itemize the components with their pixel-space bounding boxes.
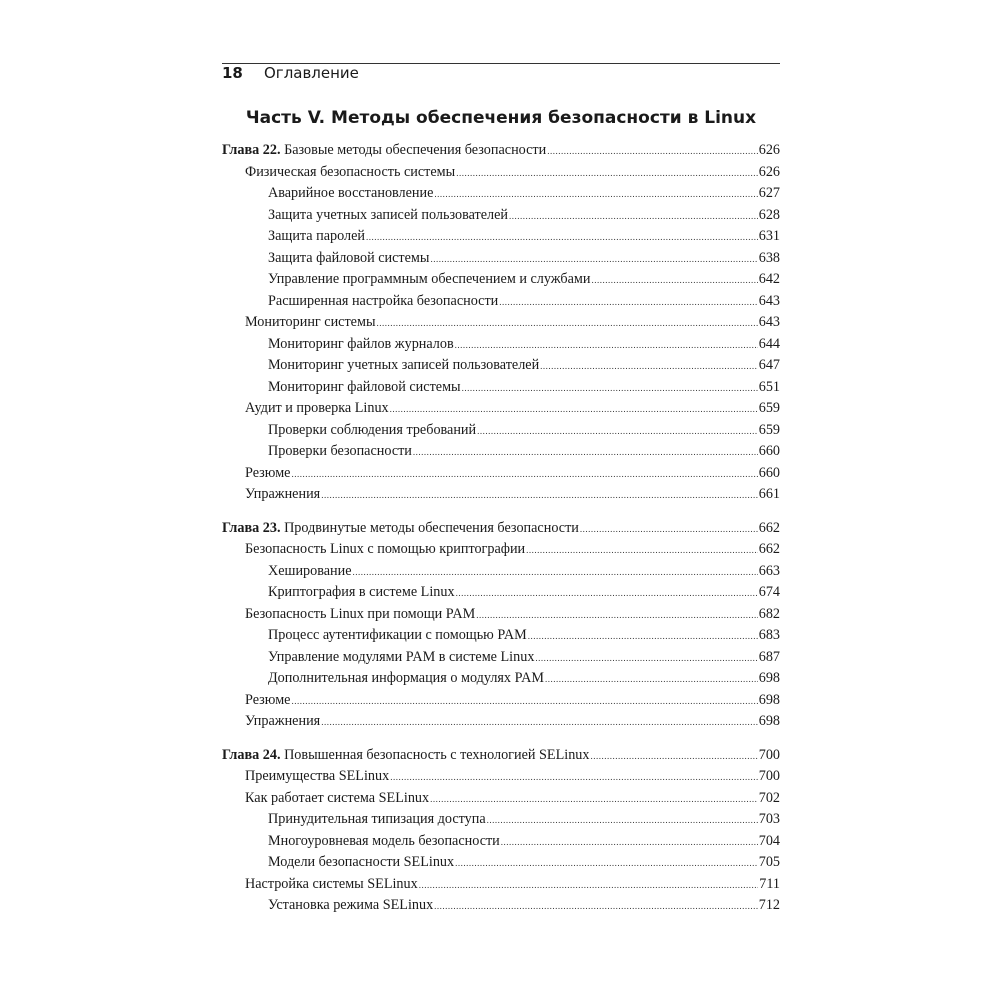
toc-chapter-label: [222, 140, 546, 162]
part-title: Часть V. Методы обеспечения безопасности в Linux: [245, 108, 757, 128]
toc-page-number: 712: [758, 897, 780, 913]
toc-entry-row[interactable]: [222, 766, 780, 788]
toc-dot-leader: [430, 248, 757, 270]
toc-page-number: 702: [758, 789, 780, 806]
toc-entry-label: Процесс аутентификации с помощью PAM: [268, 627, 527, 643]
toc-dot-leader: [476, 604, 757, 626]
toc-entry-label: Упражнения: [245, 486, 321, 502]
toc-entry-row[interactable]: [222, 183, 780, 205]
toc-entry-label: Криптография в системе Linux: [268, 584, 455, 600]
header-page-number: 18: [222, 64, 243, 82]
table-of-contents: [222, 140, 780, 917]
toc-dot-leader: [487, 809, 758, 831]
toc-dot-leader: [477, 420, 758, 442]
toc-entry-label: Аудит и проверка Linux: [245, 400, 389, 416]
toc-entry-row[interactable]: [222, 809, 780, 831]
toc-entry-label: Мониторинг учетных записей пользователей: [268, 357, 540, 373]
toc-entry-label: Настройка системы SELinux: [245, 875, 418, 892]
toc-page-number: 626: [758, 142, 780, 158]
toc-dot-leader: [321, 484, 758, 506]
toc-entry-label: Дополнительная информация о модулях PAM: [268, 670, 545, 686]
toc-dot-leader: [291, 690, 757, 712]
toc-chapter-label: [222, 745, 589, 767]
toc-entry-label: Проверки соблюдения требований: [268, 421, 477, 438]
toc-entry-row[interactable]: [222, 582, 780, 604]
toc-chapter-row[interactable]: [222, 518, 780, 540]
toc-entry-label: Модели безопасности SELinux: [268, 854, 455, 870]
toc-dot-leader: [434, 183, 757, 205]
toc-dot-leader: [528, 625, 758, 647]
toc-entry-row[interactable]: [222, 788, 780, 810]
toc-dot-leader: [455, 852, 758, 874]
toc-page-number: 628: [758, 206, 780, 223]
toc-entry-row[interactable]: [222, 561, 780, 583]
toc-entry-row[interactable]: [222, 484, 780, 506]
toc-entry-row[interactable]: [222, 248, 780, 270]
toc-dot-leader: [390, 398, 758, 420]
toc-entry-label: Резюме: [245, 464, 291, 481]
toc-chapter-label: [222, 518, 579, 540]
toc-dot-leader: [540, 355, 758, 377]
toc-dot-leader: [462, 377, 758, 399]
toc-entry-row[interactable]: [222, 420, 780, 442]
toc-entry-label: Безопасность Linux с помощью криптографии: [245, 541, 526, 557]
toc-page-number: 698: [758, 713, 780, 729]
toc-entry-row[interactable]: [222, 690, 780, 712]
toc-page-number: 700: [758, 746, 780, 763]
toc-entry-label: Аварийное восстановление: [268, 185, 434, 201]
toc-entry-row[interactable]: [222, 539, 780, 561]
toc-page-number: 662: [758, 541, 780, 557]
toc-entry-row[interactable]: [222, 831, 780, 853]
toc-page-number: 687: [758, 648, 780, 665]
toc-page-number: 663: [758, 562, 780, 579]
toc-dot-leader: [547, 140, 758, 162]
toc-entry-label: Установка режима SELinux: [268, 897, 434, 913]
toc-entry-row[interactable]: [222, 269, 780, 291]
toc-entry-row[interactable]: [222, 312, 780, 334]
toc-entry-label: Управление модулями PAM в системе Linux: [268, 648, 535, 665]
toc-entry-row[interactable]: [222, 441, 780, 463]
toc-dot-leader: [545, 668, 758, 690]
toc-entry-label: Безопасность Linux при помощи PAM: [245, 605, 476, 622]
toc-entry-row[interactable]: [222, 874, 780, 896]
toc-page-number: 711: [759, 875, 780, 892]
toc-entry-row[interactable]: [222, 355, 780, 377]
toc-entry-row[interactable]: [222, 205, 780, 227]
toc-page-number: 642: [758, 271, 780, 287]
toc-entry-row[interactable]: [222, 711, 780, 733]
toc-page-number: 683: [758, 627, 780, 643]
toc-chapter-row[interactable]: [222, 140, 780, 162]
toc-chapter-row[interactable]: [222, 745, 780, 767]
toc-page-number: 638: [758, 249, 780, 266]
toc-page-number: 703: [758, 811, 780, 827]
toc-entry-row[interactable]: [222, 604, 780, 626]
toc-dot-leader: [526, 539, 758, 561]
toc-entry-label: Защита паролей: [268, 228, 365, 244]
toc-dot-leader: [455, 334, 758, 356]
toc-dot-leader: [501, 831, 758, 853]
toc-entry-label: Хеширование: [268, 562, 352, 579]
toc-chapter-number: Глава 22.: [222, 142, 281, 158]
toc-page-number: 700: [758, 768, 780, 784]
toc-page-number: 647: [758, 357, 780, 373]
toc-dot-leader: [434, 895, 758, 917]
toc-entry-row[interactable]: [222, 625, 780, 647]
toc-page-number: 631: [758, 228, 780, 244]
toc-page-number: 698: [758, 670, 780, 686]
toc-page-number: 682: [758, 605, 780, 622]
toc-dot-leader: [430, 788, 758, 810]
toc-dot-leader: [377, 312, 758, 334]
toc-page-number: 627: [758, 185, 780, 201]
toc-dot-leader: [390, 766, 758, 788]
toc-page-number: 643: [758, 314, 780, 330]
toc-page-number: 651: [758, 378, 780, 395]
toc-dot-leader: [413, 441, 758, 463]
toc-page-number: 674: [758, 584, 780, 600]
toc-entry-label: Управление программным обеспечением и службами: [268, 271, 591, 287]
toc-page-number: 659: [758, 421, 780, 438]
toc-page-number: 661: [758, 486, 780, 502]
toc-entry-row[interactable]: [222, 162, 780, 184]
toc-page-number: 662: [758, 519, 780, 536]
toc-entry-label: Преимущества SELinux: [245, 768, 390, 784]
toc-entry-label: Мониторинг файлов журналов: [268, 335, 454, 352]
toc-page-number: 705: [758, 854, 780, 870]
toc-entry-label: Мониторинг файловой системы: [268, 378, 461, 395]
toc-page-number: 644: [758, 335, 780, 352]
toc-page-number: 659: [758, 400, 780, 416]
toc-dot-leader: [590, 745, 757, 767]
toc-page-number: 704: [758, 832, 780, 849]
toc-entry-row[interactable]: [222, 398, 780, 420]
toc-entry-label: Защита файловой системы: [268, 249, 430, 266]
toc-entry-row[interactable]: [222, 852, 780, 874]
toc-page-number: 698: [758, 691, 780, 708]
toc-chapter-title: Продвинутые методы обеспечения безопасности: [280, 519, 579, 536]
toc-entry-label: Мониторинг системы: [245, 314, 376, 330]
toc-page-number: 626: [758, 163, 780, 180]
toc-chapter-title: Повышенная безопасность с технологией SELinux: [280, 746, 590, 763]
toc-dot-leader: [580, 518, 758, 540]
toc-entry-label: Многоуровневая модель безопасности: [268, 832, 500, 849]
toc-dot-leader: [321, 711, 758, 733]
toc-dot-leader: [366, 226, 758, 248]
toc-dot-leader: [419, 874, 759, 896]
toc-entry-label: Принудительная типизация доступа: [268, 811, 486, 827]
toc-entry-row[interactable]: [222, 463, 780, 485]
toc-entry-label: Расширенная настройка безопасности: [268, 292, 499, 309]
toc-dot-leader: [291, 463, 757, 485]
toc-chapter-number: Глава 24.: [222, 746, 281, 763]
toc-dot-leader: [499, 291, 757, 313]
toc-chapter-title: Базовые методы обеспечения безопасности: [280, 142, 547, 158]
running-header: [222, 62, 780, 84]
toc-entry-label: Упражнения: [245, 713, 321, 729]
toc-entry-row[interactable]: [222, 226, 780, 248]
toc-entry-row[interactable]: [222, 668, 780, 690]
toc-chapter-number: Глава 23.: [222, 519, 281, 536]
toc-entry-row[interactable]: [222, 291, 780, 313]
toc-entry-row[interactable]: [222, 377, 780, 399]
toc-entry-row[interactable]: [222, 895, 780, 917]
toc-entry-label: Как работает система SELinux: [245, 789, 430, 806]
toc-page-number: 660: [758, 464, 780, 481]
toc-dot-leader: [509, 205, 758, 227]
toc-entry-label: Проверки безопасности: [268, 443, 412, 459]
header-title: Оглавление: [264, 64, 359, 82]
toc-dot-leader: [456, 582, 758, 604]
toc-entry-label: Резюме: [245, 691, 291, 708]
toc-dot-leader: [353, 561, 758, 583]
toc-dot-leader: [535, 647, 757, 669]
toc-page-number: 643: [758, 292, 780, 309]
toc-entry-row[interactable]: [222, 647, 780, 669]
toc-dot-leader: [456, 162, 758, 184]
toc-dot-leader: [591, 269, 757, 291]
toc-page-number: 660: [758, 443, 780, 459]
toc-entry-row[interactable]: [222, 334, 780, 356]
header-rule: [222, 63, 780, 64]
toc-entry-label: Физическая безопасность системы: [245, 163, 456, 180]
toc-entry-label: Защита учетных записей пользователей: [268, 206, 509, 223]
